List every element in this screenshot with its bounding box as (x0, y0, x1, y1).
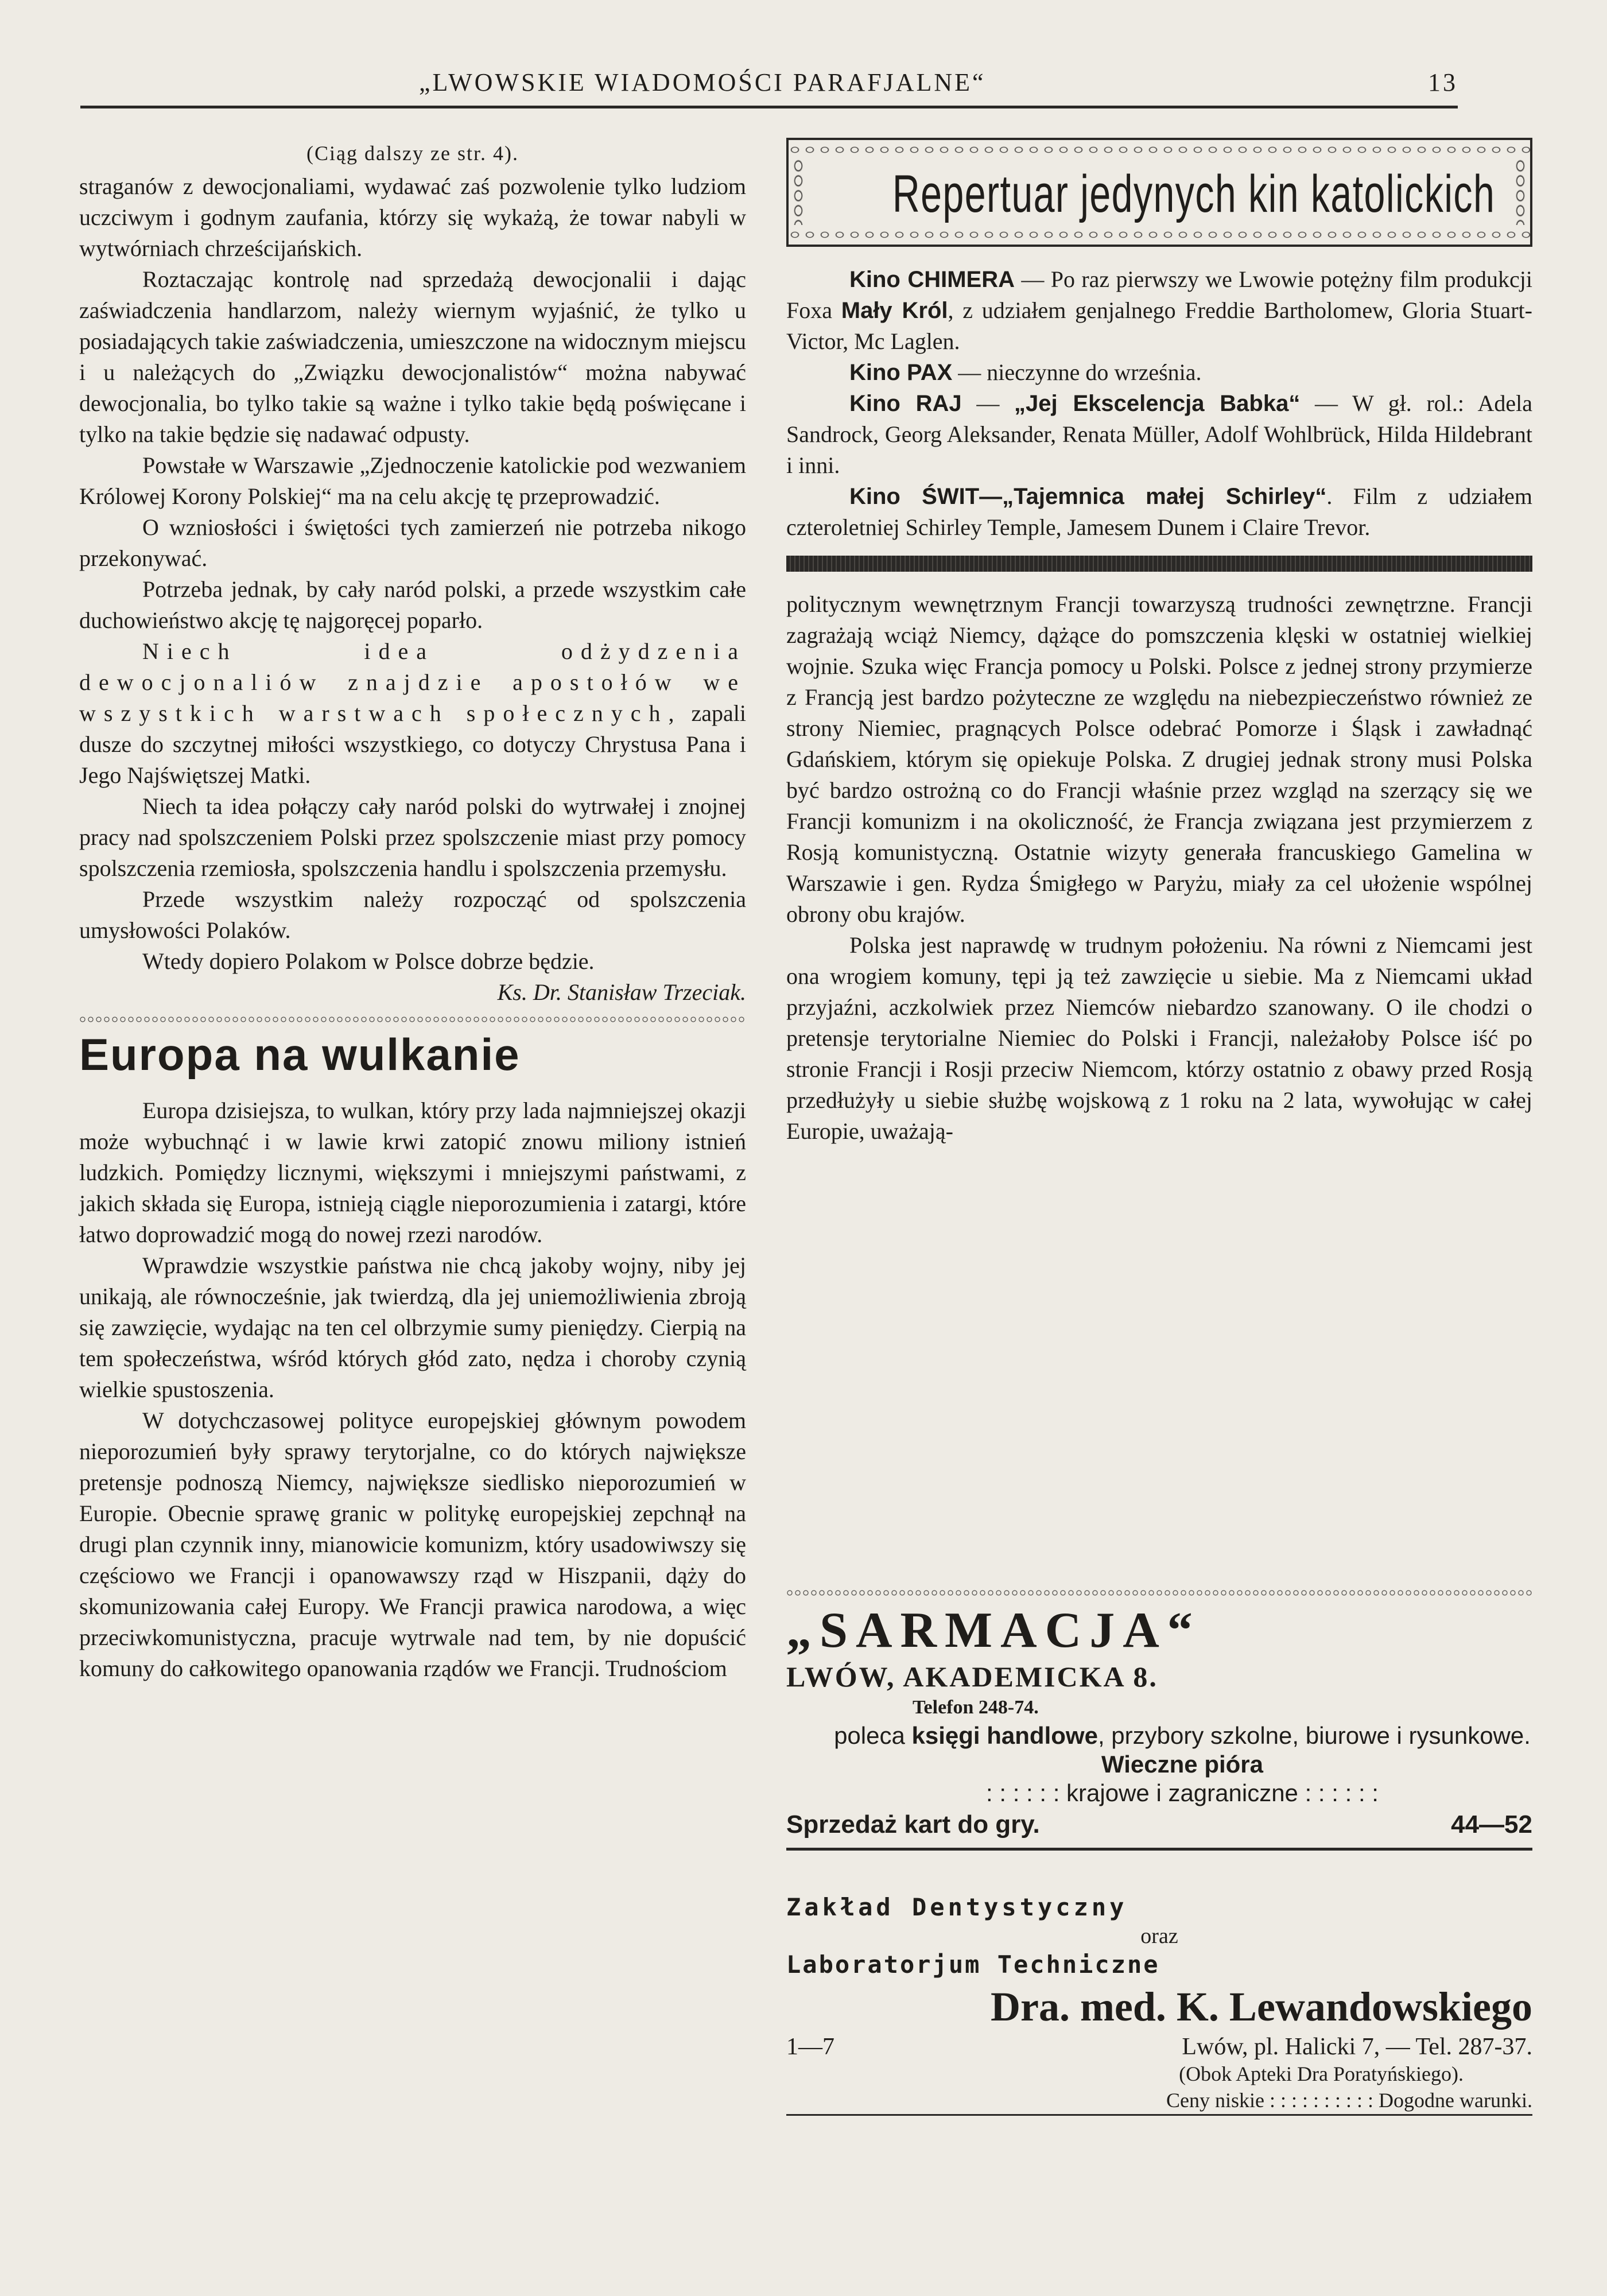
brand-name: „SARMACJA“ (786, 1603, 1201, 1658)
advertisement-sarmacja (786, 1581, 1532, 1851)
dental-note: (Obok Apteki Dra Poratyńskiego). (1179, 2062, 1464, 2085)
cinema-name: Kino PAX (849, 360, 953, 385)
page-header (80, 64, 1458, 108)
ad-text: , przybory szkolne, biurowe i rysunkowe. (1097, 1722, 1531, 1749)
cinema-name: Kino ŚWIT (849, 484, 980, 509)
article-paragraph: Potrzeba jednak, by cały naród polski, a przede wszystkim całe duchowieństwo akcję tę najgoręcej poparło. (79, 576, 746, 633)
cinema-text: — (979, 484, 1003, 509)
ad-code: 44—52 (1451, 1810, 1532, 1839)
dental-address-line (786, 2033, 1532, 2061)
article-paragraph: politycznym wewnętrznym Francji towarzyszą trudności zewnętrzne. Francji zagrażają wciąż Niemcy, dążące do pomszczenia klęski w ostatniej wielkiej wojnie. Szuka więc Francja pomocy u Polski. Polsce z jednej strony przymierze z Francją jest bardzo pożyteczne ze względu na niebezpieczeństwo również ze strony Niemiec, pragnących Polsce odebrać Pomorze i Śląsk i zawładnąć Gdańskiem, którym się opiekuje Polska. Z drugiej jednak strony musi Polska być bardzo ostrożną co do Francji właśnie przez wzgląd na szerzący się we Francji komunizm i na okoliczność, że Francja związana jest przymierzem z Rosją komunistyczną. Ostatnie wizyty generała francuskiego Gamelina w Warszawie i gen. Rydza Śmigłego w Paryżu, miały za cel ułożenie wspólnej obrony obu krajów. (786, 591, 1532, 927)
right-column (786, 138, 1532, 1147)
cinema-text: , z udziałem genjalnego Freddie Bartholomew, Gloria Stuart-Victor, Mc Laglen. (786, 297, 1532, 354)
cinema-text: — nieczynne do września. (952, 359, 1202, 385)
cinema-entry (786, 481, 1532, 543)
author-signature: Ks. Dr. Stanisław Trzeciak. (497, 979, 746, 1005)
dental-prices: Ceny niskie : : : : : : : : : : Dogodne warunki. (786, 2086, 1532, 2116)
article-paragraph: Przede wszystkim należy rozpocząć od spolszczenia umysłowości Polaków. (79, 886, 746, 943)
article-paragraph: W dotychczasowej polityce europejskiej głównym powodem nieporozumień były sprawy terytorjalne, co do których największe pretensje podnoszą Niemcy, największe siedlisko nieporozumień w Europie. Obecnie sprawę granic w politykę europejskiej zepchnął na drugi plan czynnik inny, mianowicie komunizm, który usadowiwszy się częściowo we Francji i opanowawszy rząd w Hiszpanii, dąży do skomunizowania całej Europy. We Francji prawica narodowa, a więc przeciwkomunistyczna, pracuje wytrwale nad tem, by nie dopuścić komuny do całkowitego opanowania rządów we Francji. Trudnościom (79, 1407, 746, 1681)
article-title: Europa na wulkanie (79, 1029, 521, 1080)
continuation-note: (Ciąg dalszy ze str. 4). (306, 142, 519, 165)
ornament-divider (79, 1016, 746, 1023)
ad-code: 1—7 (786, 2034, 834, 2060)
ad-footer (786, 1808, 1532, 1851)
article-paragraph: Powstałe w Warszawie „Zjednoczenie katolickie pod wezwaniem Królowej Korony Polskiej“ ma na celu akcję tę przeprowadzić. (79, 452, 746, 509)
cinema-name: Kino RAJ (849, 391, 962, 416)
dental-conjunction: oraz (1140, 1924, 1178, 1948)
article-paragraph: Polska jest naprawdę w trudnym położeniu. Na równi z Niemcami jest ona wrogiem komuny, tępi ją też zawzięcie u siebie. Ma z Niemcami układ przyjaźni, aczkolwiek przez Niemców niebardzo szanowany. O ile chodzi o pretensje terytorialne Niemiec do Polski i Francji, należałoby Polsce iść po stronie Francji i Rosji przeciw Niemcom, którzy ostatnio z obawy przed Rosją przedłużyły u siebie służbę wojskową z 1 roku na 2 lata, wywołując w całej Europie, uważają- (786, 932, 1532, 1144)
cinema-text: . Film z udziałem czteroletniej Schirley Temple, Jamesem Dunem i Claire Trevor. (786, 483, 1532, 540)
article-paragraph: straganów z dewocjonaliami, wydawać zaś pozwolenie tylko ludziom uczciwym i godnym zaufania, którzy się wykażą, że towar nabyli w wytwórniach chrześcijańskich. (79, 173, 746, 261)
cinema-name: Kino CHIMERA (849, 267, 1015, 292)
article-paragraph: Europa dzisiejsza, to wulkan, który przy lada najmniejszej okazji może wybuchnąć i w lawie krwi zatopić znowu miliony istnień ludzkich. Pomiędzy licznymi, większymi i mniejszymi państwami, z jakich składa się Europa, istnieją ciągle nieporozumienia i zatargi, które łatwo doprowadzić mogą do nowej rzezi narodów. (79, 1097, 746, 1247)
dental-address: Lwów, pl. Halicki 7, — Tel. 287-37. (1182, 2034, 1532, 2060)
ad-offer-line: : : : : : : krajowe i zagraniczne : : : : : : (986, 1779, 1379, 1806)
article-paragraph: O wzniosłości i świętości tych zamierzeń nie potrzeba nikogo przekonywać. (79, 514, 746, 571)
phone-number: Telefon 248-74. (913, 1697, 1039, 1718)
ad-footer-text: Sprzedaż kart do gry. (786, 1810, 1040, 1839)
section-rule (786, 556, 1532, 572)
advertisement-dental (786, 1891, 1532, 2116)
cinema-entry (786, 388, 1532, 481)
film-title: „Tajemnica małej Schirley“ (1002, 484, 1327, 509)
ad-text-bold: księgi handlowe (911, 1722, 1098, 1749)
spaced-emphasis: Niech idea odżydzenia dewocjonaliów znajdzie apostołów we wszystkich warstwach społecznych, (79, 638, 746, 726)
doctor-name: Dra. med. K. Lewandowskiego (990, 1984, 1532, 2030)
left-column (79, 138, 746, 2227)
ad-text-bold: Wieczne pióra (1101, 1751, 1264, 1778)
spaced-rest: zapali dusze do szczytnej miłości wszystkiego, co dotyczy Chrystusa Pana i Jego Najświętszej Matki. (79, 700, 746, 788)
article-paragraph-spaced (79, 636, 746, 791)
journal-title: „LWOWSKIE WIADOMOŚCI PARAFJALNE“ (419, 68, 986, 96)
cinema-text: — W gł. rol.: Adela Sandrock, Georg Aleksander, Renata Müller, Adolf Wohlbrück, Hilda Hildebrant i inni. (786, 390, 1533, 478)
article-paragraph: Roztaczając kontrolę nad sprzedażą dewocjonalii i dając zaświadczenia handlarzom, należy wiernym wyjaśnić, że tylko u posiadających takie zaświadczenia, umieszczone na widocznym miejscu i u należących do „Związku dewocjonalistów“ można nabywać dewocjonalia, bo tylko takie są ważne i tylko takie będą poświęcane i tylko na takie będzie się nadawać odpusty. (79, 266, 746, 447)
banner-title: Repertuar jedynych kin katolickich (892, 165, 1496, 223)
article-paragraph: Wtedy dopiero Polakom w Polsce dobrze będzie. (142, 948, 595, 974)
ad-text: poleca (834, 1722, 912, 1749)
film-title: Mały Król (841, 298, 948, 323)
cinema-text: — (961, 390, 1015, 416)
cinema-entry (786, 357, 1532, 388)
brand-address: LWÓW, AKADEMICKA 8. (786, 1661, 1158, 1693)
ad-offer (832, 1721, 1532, 1779)
article-paragraph: Niech ta idea połączy cały naród polski do wytrwałej i znojnej pracy nad spolszczeniem Polski przez spolszczenie miast przy pomocy spolszczenia rzemiosła, spolszczenia handlu i spolszczenia przemysłu. (79, 793, 746, 881)
film-title: „Jej Ekscelencja Babka“ (1014, 391, 1301, 416)
banner-ornament (789, 228, 1530, 241)
ornament-divider (786, 1589, 1532, 1596)
banner-ornament (789, 144, 1530, 156)
banner-ornament (1514, 160, 1527, 225)
cinema-entry (786, 264, 1532, 357)
lab-heading: Laboratorjum Techniczne (786, 1950, 1160, 1979)
dental-heading: Zakład Dentystyczny (786, 1893, 1128, 1921)
banner-ornament (792, 160, 805, 225)
cinema-banner (786, 138, 1532, 247)
article-paragraph: Wprawdzie wszystkie państwa nie chcą jakoby wojny, niby jej unikają, ale równocześnie, jak twierdzą, dla jej uniemożliwienia zbroją się zawzięcie, wydając na ten cel olbrzymie sumy pieniędzy. Cierpią na tem społeczeństwa, wśród których głód zato, nędza i choroby czynią wielkie spustoszenia. (79, 1252, 746, 1402)
cinema-text: — Po raz pierwszy we Lwowie potężny film produkcji Foxa (786, 266, 1532, 323)
page-number: 13 (1428, 68, 1458, 96)
